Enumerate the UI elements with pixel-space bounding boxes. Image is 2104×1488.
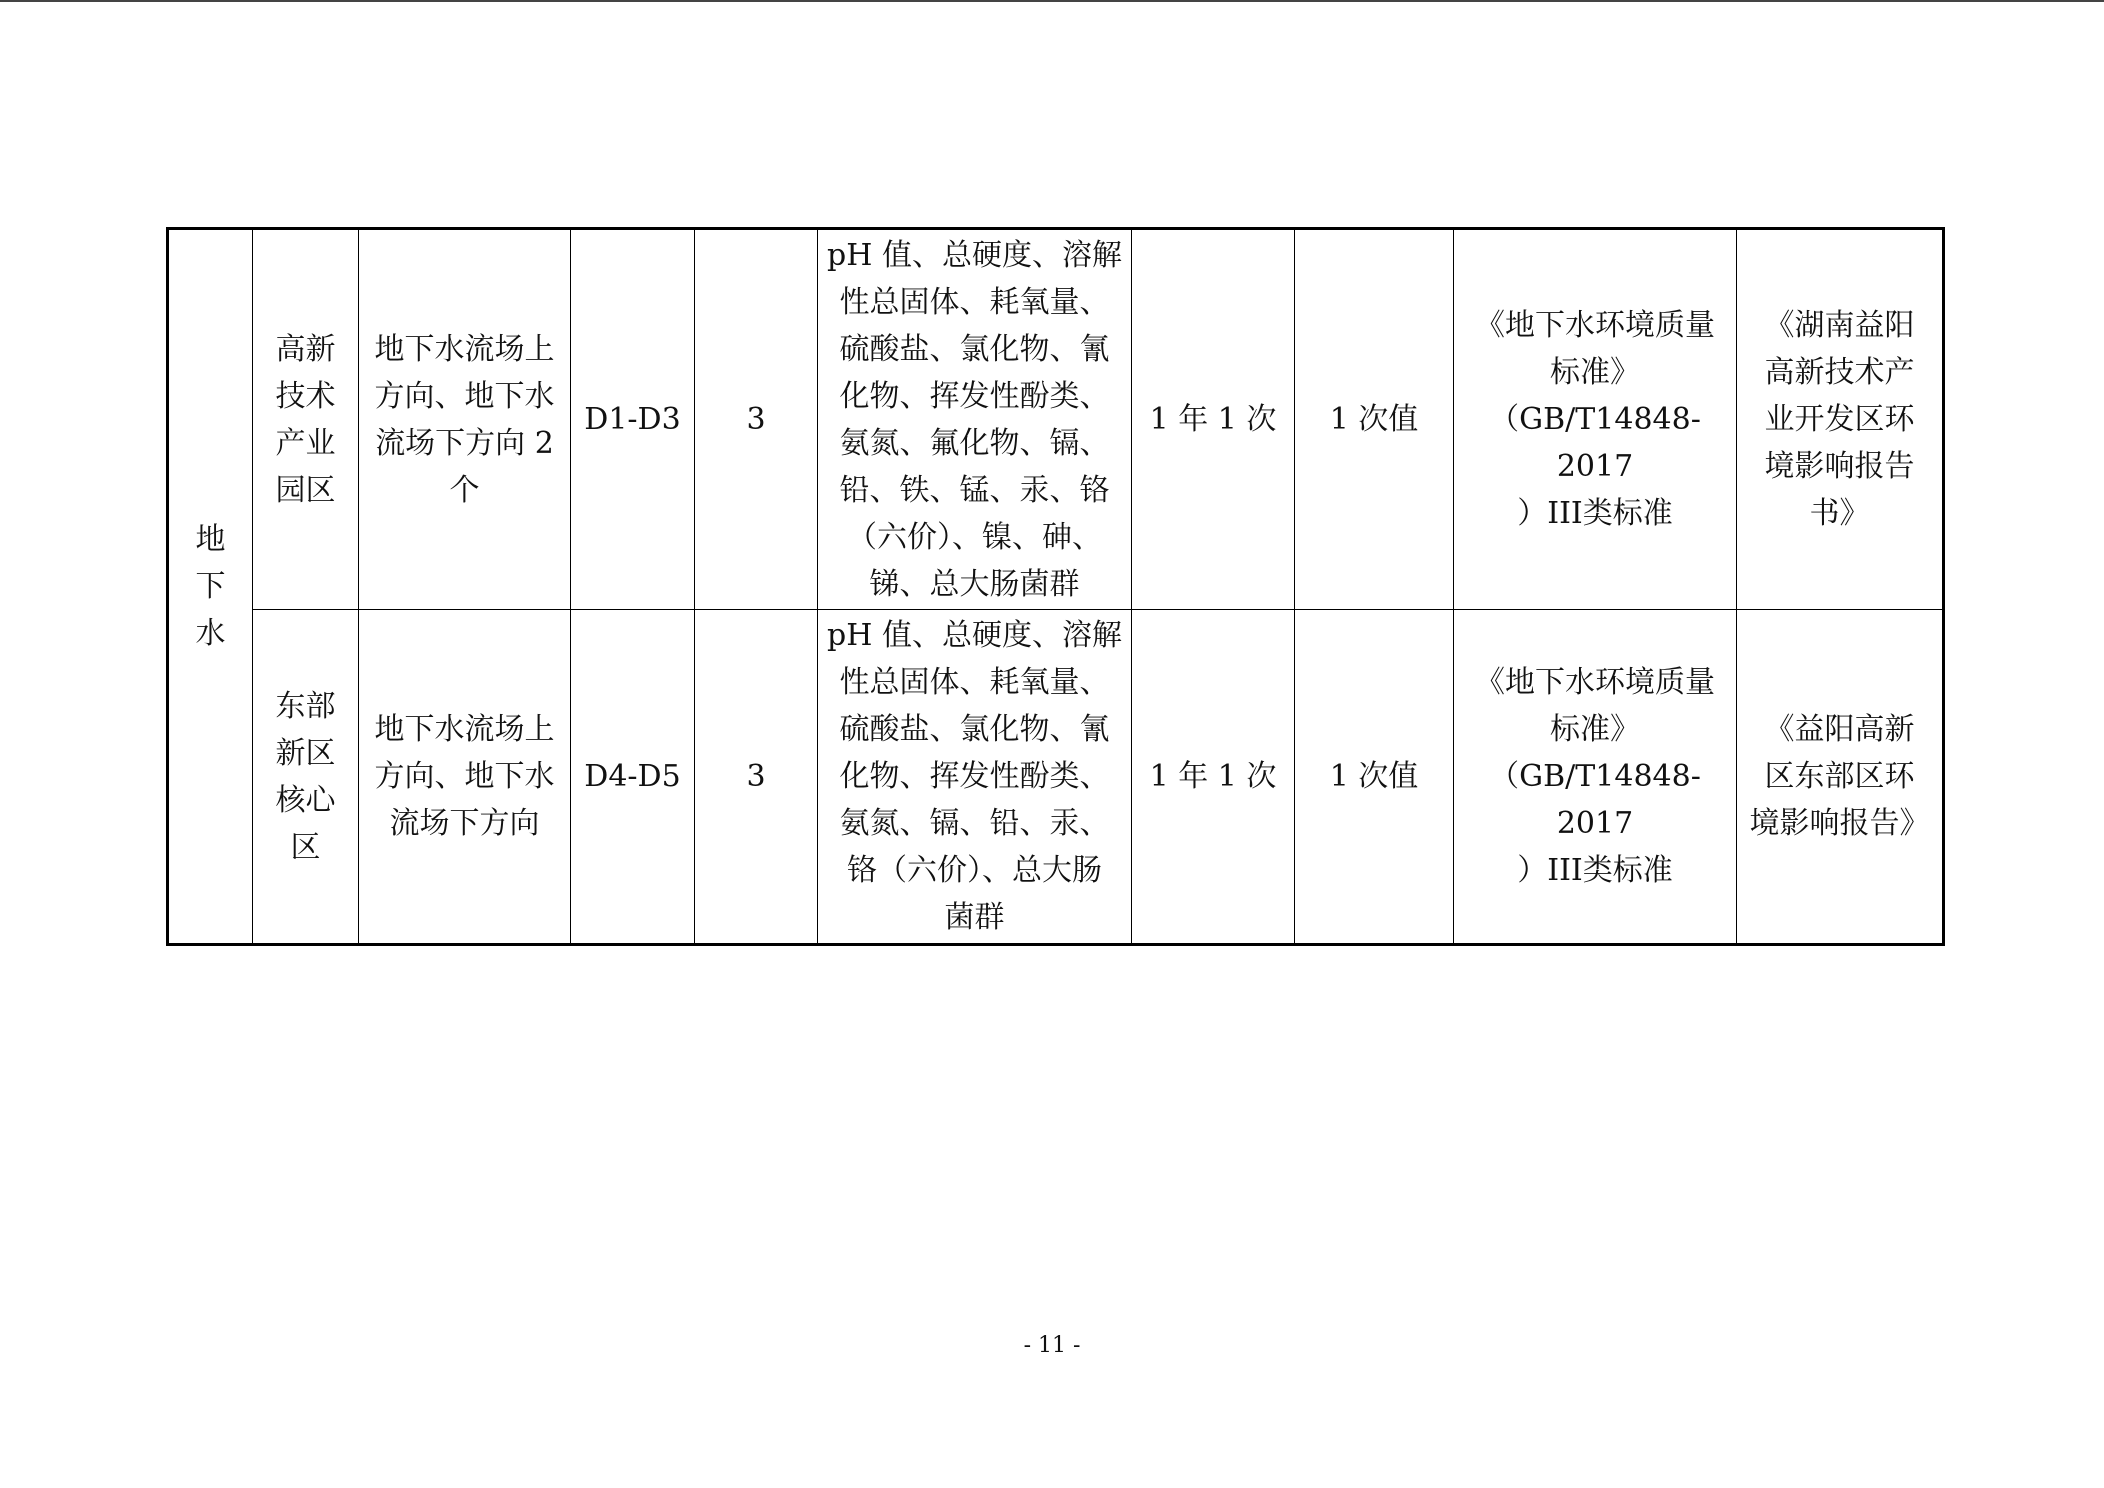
points-cell [571,610,695,945]
standard-cell [1454,610,1737,945]
points-text: D4-D5 [584,759,681,794]
source-text: 《湖南益阳 高新技术产 业开发区环 境影响报告 书》 [1764,308,1915,531]
area-label: 东部 新区 核心 区 [275,688,336,865]
monitoring-table-container [166,227,1945,946]
count-text: 3 [746,402,766,437]
value-type-cell [1295,610,1454,945]
table-row [168,229,1944,610]
monitoring-table [166,227,1945,946]
source-text: 《益阳高新 区东部区环 境影响报告》 [1749,712,1930,841]
frequency-text: 1 年 1 次 [1149,759,1277,794]
count-text: 3 [746,759,766,794]
location-cell [359,229,571,610]
location-cell [359,610,571,945]
source-cell [1737,229,1944,610]
standard-text: 《地下水环境质量 标准》 （GB/T14848-2017 ）III类标准 [1475,308,1715,531]
category-label: 地 下 水 [195,522,226,651]
location-text: 地下水流场上 方向、地下水 流场下方向 2 个 [374,331,555,508]
area-cell [253,229,359,610]
count-cell [695,229,818,610]
frequency-cell [1132,610,1295,945]
frequency-text: 1 年 1 次 [1149,402,1277,437]
value-type-cell [1295,229,1454,610]
area-cell [253,610,359,945]
standard-cell [1454,229,1737,610]
count-cell [695,610,818,945]
standard-text: 《地下水环境质量 标准》 （GB/T14848-2017 ）III类标准 [1475,665,1715,888]
factors-cell [818,610,1132,945]
value-type-text: 1 次值 [1329,402,1419,437]
page-top-border [0,0,2104,2]
source-cell [1737,610,1944,945]
frequency-cell [1132,229,1295,610]
location-text: 地下水流场上 方向、地下水 流场下方向 [374,712,555,841]
value-type-text: 1 次值 [1329,759,1419,794]
page-number: - 11 - [1023,1333,1081,1358]
factors-text: pH 值、总硬度、溶解 性总固体、耗氧量、 硫酸盐、氯化物、氰 化物、挥发性酚类、 氨氮、镉、铅、汞、 铬（六价）、总大肠 菌群 [827,618,1122,935]
points-cell [571,229,695,610]
factors-cell [818,229,1132,610]
points-text: D1-D3 [584,402,681,437]
area-label: 高新 技术 产业 园区 [275,331,336,508]
category-cell [168,229,253,945]
factors-text: pH 值、总硬度、溶解 性总固体、耗氧量、 硫酸盐、氯化物、氰 化物、挥发性酚类、 氨氮、氟化物、镉、 铅、铁、锰、汞、铬 （六价）、镍、砷、 锑、总大肠菌群 [827,237,1122,602]
table-row [168,610,1944,945]
